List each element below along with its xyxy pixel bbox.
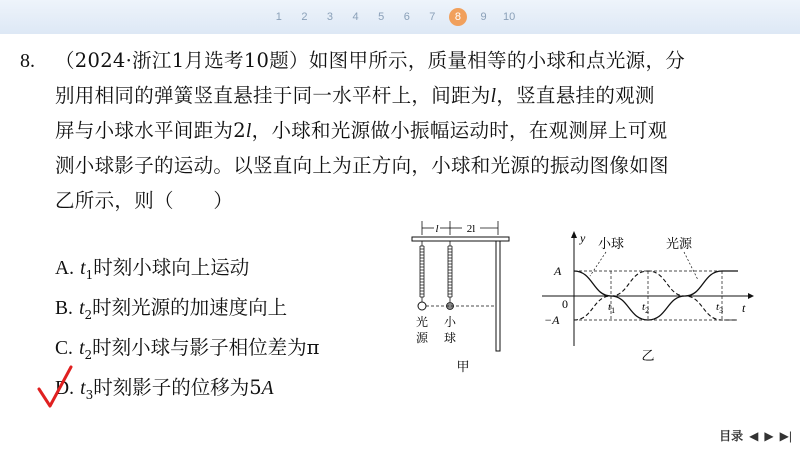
page-1-button[interactable]: 1 <box>275 11 282 23</box>
question-text: 别用相同的弹簧竖直悬挂于同一水平杆上，间距为 <box>55 84 491 107</box>
option-letter: B. <box>55 298 73 319</box>
t-axis-label: t <box>742 301 746 315</box>
option-subscript: 3 <box>85 387 94 402</box>
footer-navigation <box>719 427 792 444</box>
option-letter: D. <box>55 378 74 399</box>
page-4-button[interactable]: 4 <box>352 11 359 23</box>
page-10-button[interactable]: 10 <box>503 11 516 23</box>
legend-source-pointer <box>684 252 698 280</box>
page-8-button-current[interactable] <box>445 6 471 28</box>
option-a[interactable] <box>55 256 249 287</box>
tick-label-t1: $t_1$ <box>608 301 616 315</box>
option-text: 时刻影子的位移为5 <box>93 376 262 399</box>
option-b[interactable] <box>55 296 287 327</box>
option-subscript: 2 <box>84 347 93 362</box>
page-7-button[interactable]: 7 <box>429 11 436 23</box>
option-var-t: t <box>80 258 86 279</box>
tick-label-t2: $t_2$ <box>642 301 650 315</box>
page-3-button[interactable]: 3 <box>326 11 334 23</box>
page-navigator <box>266 6 522 28</box>
option-subscript: 1 <box>85 267 94 282</box>
page-2-button[interactable]: 2 <box>301 11 308 23</box>
tick-label-zero: 0 <box>562 297 568 311</box>
table-of-contents-link[interactable]: 目录 <box>719 429 744 443</box>
option-text: 时刻小球与影子相位差为π <box>92 336 320 359</box>
option-var-a: A <box>261 378 274 399</box>
option-d[interactable] <box>55 376 274 407</box>
label-ball <box>444 315 457 345</box>
tick-label-t3: $t_3$ <box>716 301 724 315</box>
var-l: l <box>245 121 252 142</box>
observation-screen <box>496 241 500 351</box>
question-number: 8. <box>20 50 35 72</box>
figure-a-caption: 甲 <box>456 360 470 375</box>
horizontal-rod <box>412 237 509 241</box>
page-6-button[interactable]: 6 <box>403 11 410 23</box>
t-axis-arrow <box>748 293 754 299</box>
option-text: 时刻小球向上运动 <box>93 256 250 279</box>
previous-slide-icon[interactable]: ◀ <box>749 428 759 443</box>
question-line-2 <box>55 84 655 109</box>
y-axis-arrow <box>571 231 577 238</box>
label-ball-char-1: 小 <box>443 315 457 329</box>
dim-label-2l: 2l <box>466 223 476 235</box>
light-source <box>418 302 426 310</box>
y-axis-label: y <box>580 231 586 245</box>
dim-label-l: l <box>435 223 439 235</box>
last-slide-icon[interactable]: ▶| <box>779 428 792 443</box>
question-text: ，竖直悬挂的观测 <box>496 84 655 107</box>
current-page-label: 8 <box>449 8 467 26</box>
label-ball-char-2: 球 <box>443 331 457 345</box>
tick-label-a: A <box>554 264 562 278</box>
dimension-marks <box>422 221 498 235</box>
legend-ball-pointer <box>590 252 606 276</box>
spring-right <box>448 241 452 302</box>
var-l: l <box>490 86 497 107</box>
option-letter: A. <box>55 258 74 279</box>
question-line-1: （2024·浙江1月选考10题）如图甲所示，质量相等的小球和点光源，分 <box>55 49 686 72</box>
figure-b-caption: 乙 <box>641 349 655 364</box>
question-line-5: 乙所示，则（ ） <box>55 189 234 212</box>
label-source-char-1: 光 <box>415 315 429 329</box>
next-slide-icon[interactable]: ▶ <box>764 428 774 443</box>
option-text: 时刻光源的加速度向上 <box>92 296 288 319</box>
option-subscript: 2 <box>84 307 93 322</box>
option-letter: C. <box>55 338 73 359</box>
figure-a-diagram <box>400 218 540 378</box>
option-c[interactable] <box>55 336 319 367</box>
option-var-t: t <box>79 338 85 359</box>
option-var-t: t <box>80 378 86 399</box>
question-line-4: 测小球影子的运动。以竖直向上为正方向，小球和光源的振动图像如图 <box>55 154 669 177</box>
spring-left <box>420 241 424 302</box>
question-text: ，小球和光源做小振幅运动时，在观测屏上可观 <box>251 119 668 142</box>
figure-b-graph <box>538 228 758 368</box>
top-navigation-bar <box>0 0 800 34</box>
legend-ball-label: 小球 <box>598 237 625 252</box>
tick-label-neg-a: −A <box>544 313 560 327</box>
legend-source-label: 光源 <box>666 237 693 252</box>
label-light-source <box>416 314 429 345</box>
option-var-t: t <box>79 298 85 319</box>
page-5-button[interactable]: 5 <box>378 11 385 23</box>
check-mark-icon <box>36 365 74 411</box>
page-9-button[interactable]: 9 <box>480 11 487 23</box>
question-line-3 <box>55 119 667 144</box>
question-text: 屏与小球水平间距为2 <box>55 119 246 142</box>
label-source-char-2: 源 <box>415 331 429 345</box>
